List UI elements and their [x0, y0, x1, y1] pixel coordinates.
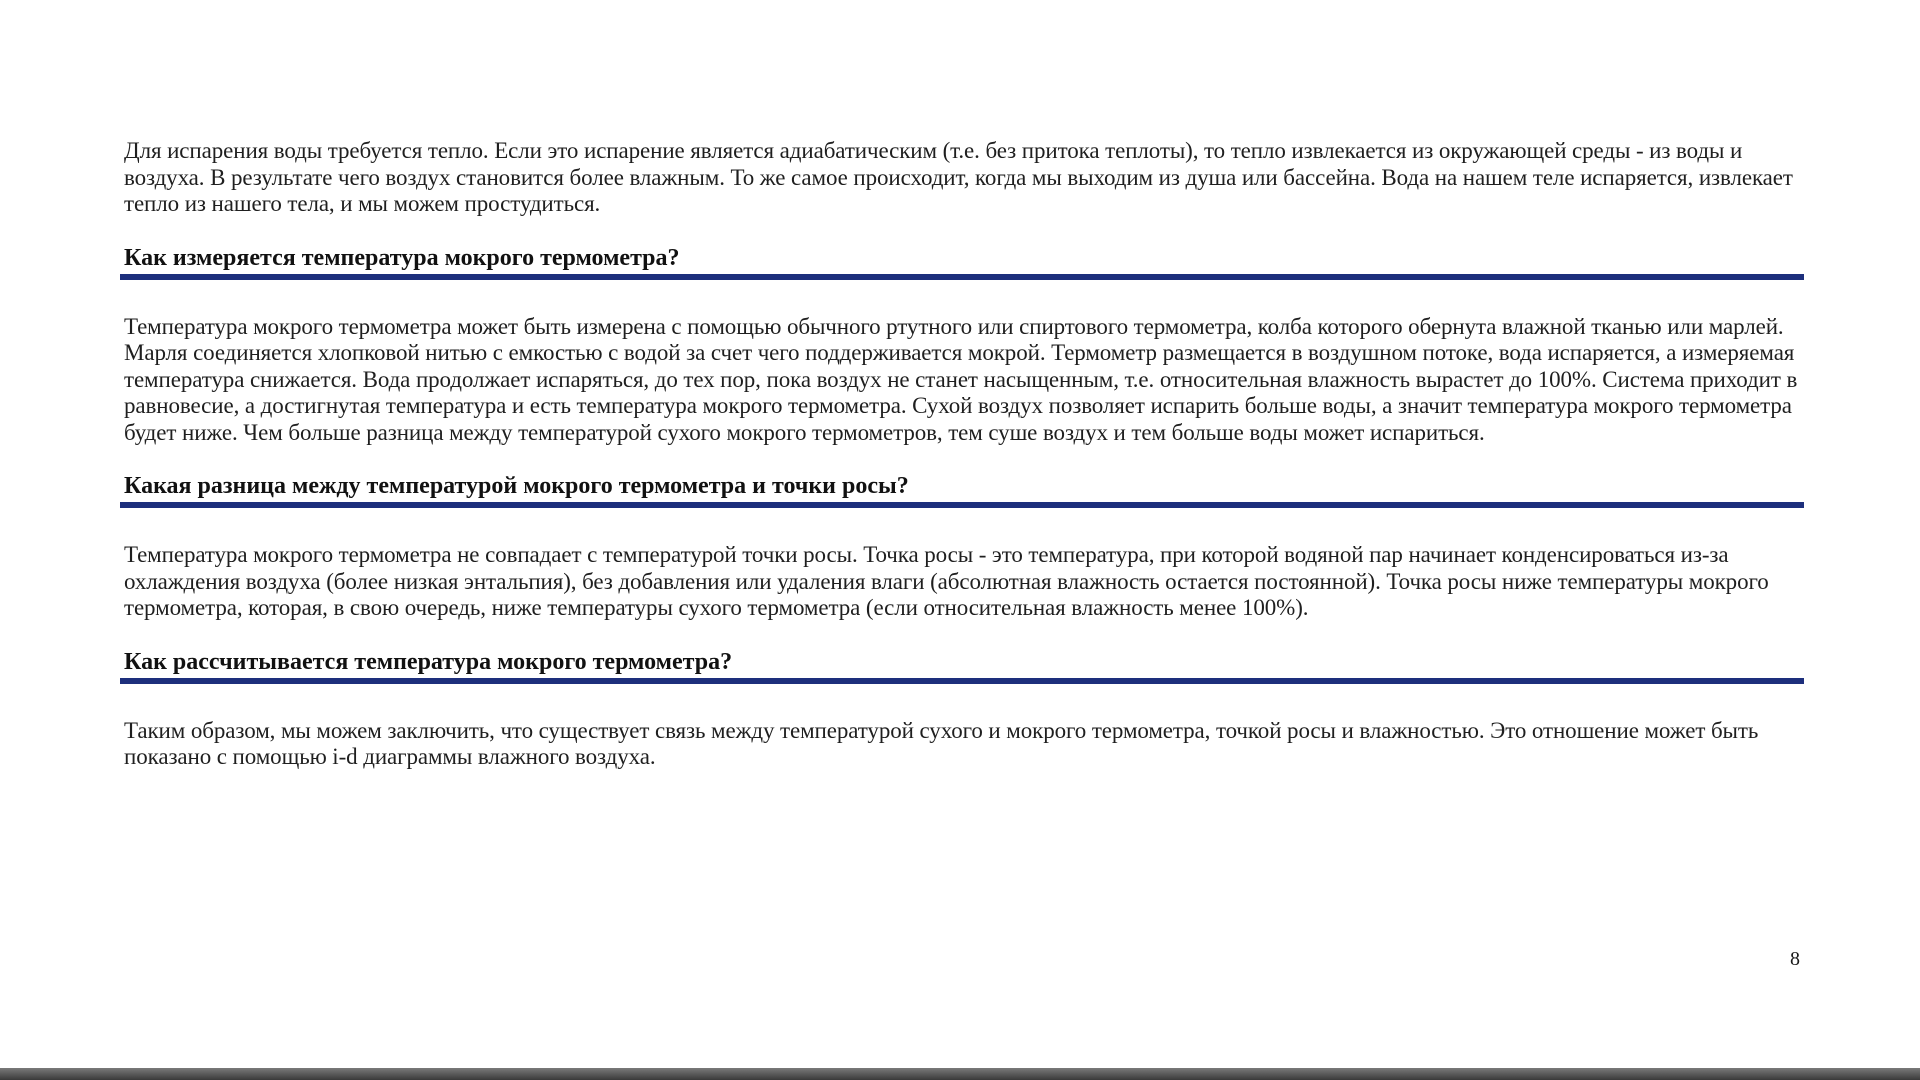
page-number: 8: [1790, 948, 1800, 970]
heading-rule: [120, 502, 1804, 508]
heading-rule: [120, 274, 1804, 280]
section-heading: Какая разница между температурой мокрого термометра и точки росы?: [124, 473, 909, 499]
section-wet-bulb-calculation: [124, 649, 1800, 771]
section-paragraph: Температура мокрого термометра не совпадает с температурой точки росы. Точка росы - это температура, при которой водяной пар начинает конденсироваться из-за охлаждения воздуха (более низкая энтальпия), без добавления или удаления влаги (абсолютная влажность остается постоянной). Точка росы ниже температуры мокрого термометра, которая, в свою очередь, ниже температуры сухого термометра (если относительная влажность менее 100%).: [124, 542, 1769, 620]
intro-paragraph: Для испарения воды требуется тепло. Если это испарение является адиабатическим (т.е. без притока теплоты), то тепло извлекается из окружающей среды - из воды и воздуха. В результате чего воздух становится более влажным. То же самое происходит, когда мы выходим из душа или бассейна. Вода на нашем теле испаряется, извлекает тепло из нашего тела, и мы можем простудиться.: [124, 138, 1793, 216]
heading-rule: [120, 678, 1804, 684]
section-wet-bulb-measurement: [124, 245, 1800, 447]
viewer-bottom-edge: [0, 1068, 1920, 1080]
section-heading: Как рассчитывается температура мокрого термометра?: [124, 648, 733, 675]
page-content: [124, 138, 1800, 771]
section-paragraph: Температура мокрого термометра может быть измерена с помощью обычного ртутного или спиртового термометра, колба которого обернута влажной тканью или марлей. Марля соединяется хлопковой нитью с емкостью с водой за счет чего поддерживается мокрой. Термометр размещается в воздушном потоке, вода испаряется, а измеряемая температура снижается. Вода продолжает испаряться, до тех пор, пока воздух не станет насыщенным, т.е. относительная влажность вырастет до 100%. Система приходит в равновесие, а достигнутая температура и есть температура мокрого термометра. Сухой воздух позволяет испарить больше воды, а значит температура мокрого термометра будет ниже. Чем больше разница между температурой сухого мокрого термометров, тем суше воздух и тем больше воды может испариться.: [124, 313, 1798, 445]
section-paragraph: Таким образом, мы можем заключить, что существует связь между температурой сухого и мокрого термометра, точкой росы и влажностью. Это отношение может быть показано с помощью i-d диаграммы влажного воздуха.: [124, 717, 1759, 769]
section-dew-point-difference: [124, 473, 1800, 622]
section-heading: Как измеряется температура мокрого термометра?: [124, 244, 680, 271]
